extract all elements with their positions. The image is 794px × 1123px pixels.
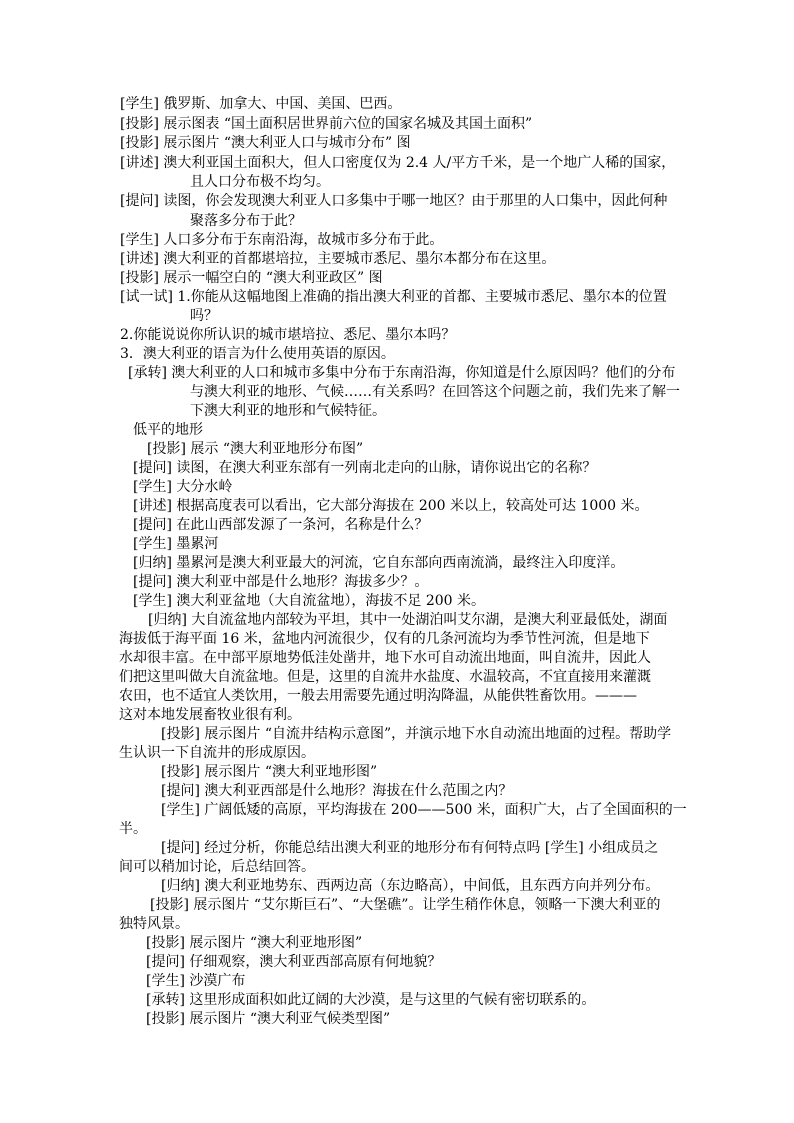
- text-line: [学生] 沙漠广布: [146, 973, 246, 989]
- text-line: [讲述] 澳大利亚的首都堪培拉，主要城市悉尼、墨尔本都分布在这里。: [120, 251, 556, 267]
- text-line: 独特风景。: [119, 916, 189, 932]
- text-line: [投影] 展示 “澳大利亚地形分布图”: [147, 441, 364, 457]
- text-line: 们把这里叫做大自流盆地。但是，这里的自流井水盐度、水温较高，不宜直接用来灌溉: [119, 669, 651, 685]
- text-line: 半。: [119, 821, 147, 837]
- text-line: [承转] 这里形成面积如此辽阔的大沙漠，是与这里的气候有密切联系的。: [146, 992, 596, 1008]
- text-line: 生认识一下自流井的形成原因。: [119, 745, 315, 761]
- text-line: [学生] 人口多分布于东南沿海，故城市多分布于此。: [120, 232, 444, 248]
- text-line: [提问] 经过分析，你能总结出澳大利亚的地形分布有何特点吗 [学生] 小组成员之: [161, 840, 659, 856]
- text-line: 聚落多分布于此？: [190, 213, 302, 229]
- text-line: [提问] 读图，你会发现澳大利亚人口多集中于哪一地区？由于那里的人口集中，因此何种: [120, 193, 668, 209]
- text-line: [学生] 澳大利亚盆地（大自流盆地），海拔不足 200 米。: [133, 593, 485, 609]
- text-line: [学生] 大分水岭: [133, 479, 233, 495]
- text-line: 农田，也不适宜人类饮用，一般去用需要先通过明沟降温，从能供牲畜饮用。———: [119, 688, 637, 704]
- text-line: [讲述] 根据高度表可以看出，它大部分海拔在 200 米以上，较高处可达 1000 米。: [133, 498, 649, 514]
- text-line: 下澳大利亚的地形和气候特征。: [190, 403, 386, 419]
- text-line: [承转] 澳大利亚的人口和城市多集中分布于东南沿海，你知道是什么原因吗？他们的分布: [128, 365, 676, 381]
- text-line: [投影] 展示一幅空白的 “澳大利亚政区” 图: [120, 270, 383, 286]
- text-line: [试一试] 1.你能从这幅地图上准确的指出澳大利亚的首都、主要城市悉尼、墨尔本的位置: [120, 289, 667, 305]
- text-line: 这对本地发展畜牧业很有利。: [119, 707, 301, 723]
- text-line: [提问] 读图，在澳大利亚东部有一列南北走向的山脉，请你说出它的名称？: [133, 460, 597, 476]
- text-line: [提问] 在此山西部发源了一条河，名称是什么？: [133, 517, 429, 533]
- text-line: [归纳] 澳大利亚地势东、西两边高（东边略高），中间低，且东西方向并列分布。: [161, 878, 660, 894]
- text-line: [投影] 展示图片 “澳大利亚地形图”: [161, 764, 378, 780]
- text-line: 水却很丰富。在中部平原地势低洼处凿井，地下水可自动流出地面，叫自流井，因此人: [119, 650, 651, 666]
- text-line: [归纳] 大自流盆地内部较为平坦，其中一处湖泊叫艾尔湖，是澳大利亚最低处，湖面: [148, 612, 668, 628]
- text-line: [学生] 俄罗斯、加拿大、中国、美国、巴西。: [120, 96, 402, 112]
- text-line: [提问] 仔细观察，澳大利亚西部高原有何地貌？: [146, 954, 442, 970]
- text-line: 吗？: [190, 308, 218, 324]
- text-line: [投影] 展示图片 “澳大利亚气候类型图”: [146, 1011, 391, 1027]
- text-line: [投影] 展示图片 “自流井结构示意图”，并演示地下水自动流出地面的过程。帮助学: [161, 726, 672, 742]
- text-line: [投影] 展示图表 “国土面积居世界前六位的国家名城及其国土面积”: [120, 116, 533, 132]
- section-heading: 低平的地形: [133, 422, 203, 438]
- text-line: [投影] 展示图片 “艾尔斯巨石”、“大堡礁”。让学生稍作休息，领略一下澳大利亚的: [150, 897, 661, 913]
- text-line: 3．澳大利亚的语言为什么使用英语的原因。: [120, 346, 395, 362]
- text-line: [提问] 澳大利亚西部是什么地形？海拔在什么范围之内？: [161, 783, 513, 799]
- text-line: 海拔低于海平面 16 米，盆地内河流很少，仅有的几条河流均为季节性河流，但是地下: [119, 631, 650, 647]
- text-line: 且人口分布极不均匀。: [190, 174, 330, 190]
- text-line: [学生] 墨累河: [133, 536, 219, 552]
- text-line: 间可以稍加讨论，后总结回答。: [119, 859, 315, 875]
- text-line: 2.你能说说你所认识的城市堪培拉、悉尼、墨尔本吗？: [120, 327, 456, 343]
- text-line: [提问] 澳大利亚中部是什么地形？海拔多少？。: [133, 574, 429, 590]
- text-line: [投影] 展示图片 “澳大利亚地形图”: [146, 935, 363, 951]
- text-line: 与澳大利亚的地形、气候……有关系吗？在回答这个问题之前，我们先来了解一: [190, 384, 680, 400]
- text-line: [投影] 展示图片 “澳大利亚人口与城市分布” 图: [120, 135, 411, 151]
- text-line: [学生] 广阔低矮的高原，平均海拔在 200——500 米，面积广大，占了全国面积的一: [161, 802, 687, 818]
- text-line: [归纳] 墨累河是澳大利亚最大的河流，它自东部向西南流淌，最终注入印度洋。: [133, 555, 625, 571]
- text-line: [讲述] 澳大利亚国土面积大，但人口密度仅为 2.4 人/平方千米，是一个地广人稀的国家，: [120, 155, 676, 171]
